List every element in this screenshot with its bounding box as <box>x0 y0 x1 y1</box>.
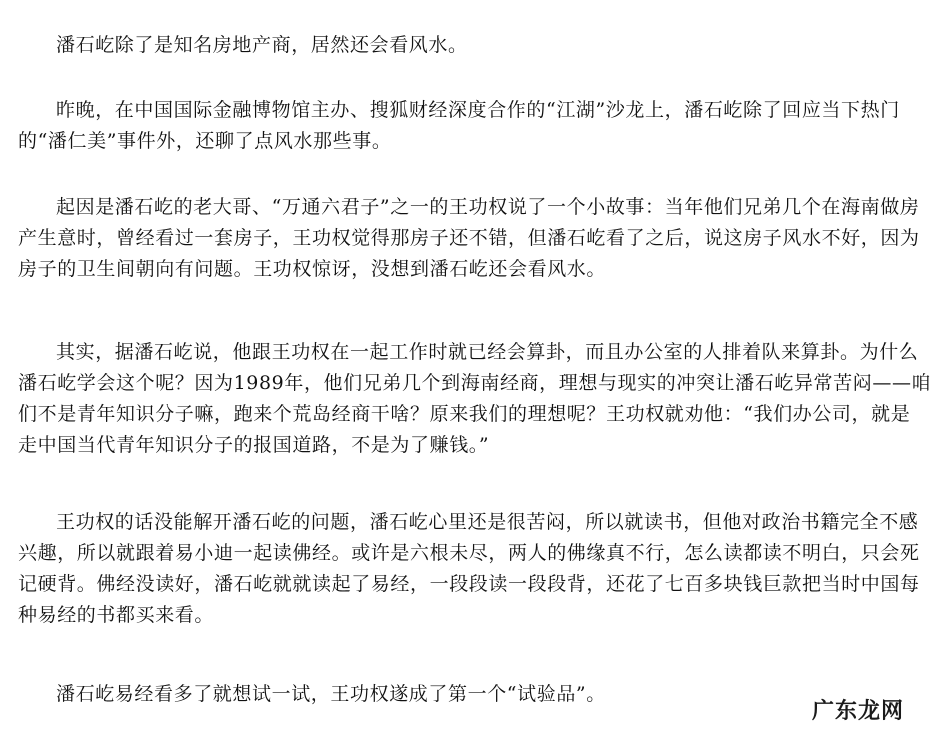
paragraph-line: 潘石屹学会这个呢？因为1989年，他们兄弟几个到海南经商，理想与现实的冲突让潘石屹异常苦闷——咱 <box>18 372 932 394</box>
paragraph-5 <box>18 507 920 631</box>
paragraph-line: 的“潘仁美”事件外，还聊了点风水那些事。 <box>18 130 392 152</box>
paragraph-line: 种易经的书都买来看。 <box>18 604 215 626</box>
paragraph-line: 房子的卫生间朝向有问题。王功权惊讶，没想到潘石屹还会看风水。 <box>18 258 607 280</box>
paragraph-1 <box>18 30 920 61</box>
paragraph-line: 记硬背。佛经没读好，潘石屹就就读起了易经，一段段读一段段背，还花了七百多块钱巨款把当时中国每 <box>18 573 920 595</box>
site-watermark: 广东龙网 <box>811 699 904 724</box>
paragraph-2 <box>18 95 920 157</box>
paragraph-line: 其实，据潘石屹说，他跟王功权在一起工作时就已经会算卦，而且办公室的人排着队来算卦。为什么 <box>56 341 919 363</box>
paragraph-6 <box>18 679 920 710</box>
paragraph-3 <box>18 192 920 285</box>
paragraph-4 <box>18 337 932 461</box>
paragraph-line: 兴趣，所以就跟着易小迪一起读佛经。或许是六根未尽，两人的佛缘真不行，怎么读都读不明白，只会死 <box>18 542 920 564</box>
paragraph-line: 潘石屹除了是知名房地产商，居然还会看风水。 <box>56 34 468 56</box>
paragraph-line: 潘石屹易经看多了就想试一试，王功权遂成了第一个“试验品”。 <box>56 683 606 705</box>
paragraph-line: 昨晚，在中国国际金融博物馆主办、搜狐财经深度合作的“江湖”沙龙上，潘石屹除了回应当下热门 <box>56 99 900 121</box>
paragraph-line: 王功权的话没能解开潘石屹的问题，潘石屹心里还是很苦闷，所以就读书，但他对政治书籍完全不感 <box>56 511 919 533</box>
paragraph-line: 走中国当代青年知识分子的报国道路，不是为了赚钱。” <box>18 434 490 456</box>
paragraph-line: 产生意时，曾经看过一套房子，王功权觉得那房子还不错，但潘石屹看了之后，说这房子风水不好，因为 <box>18 227 920 249</box>
paragraph-line: 起因是潘石屹的老大哥、“万通六君子”之一的王功权说了一个小故事：当年他们兄弟几个在海南做房 <box>56 196 920 218</box>
paragraph-line: 们不是青年知识分子嘛，跑来个荒岛经商干啥？原来我们的理想呢？王功权就劝他：“我们办公司，就是 <box>18 403 911 425</box>
